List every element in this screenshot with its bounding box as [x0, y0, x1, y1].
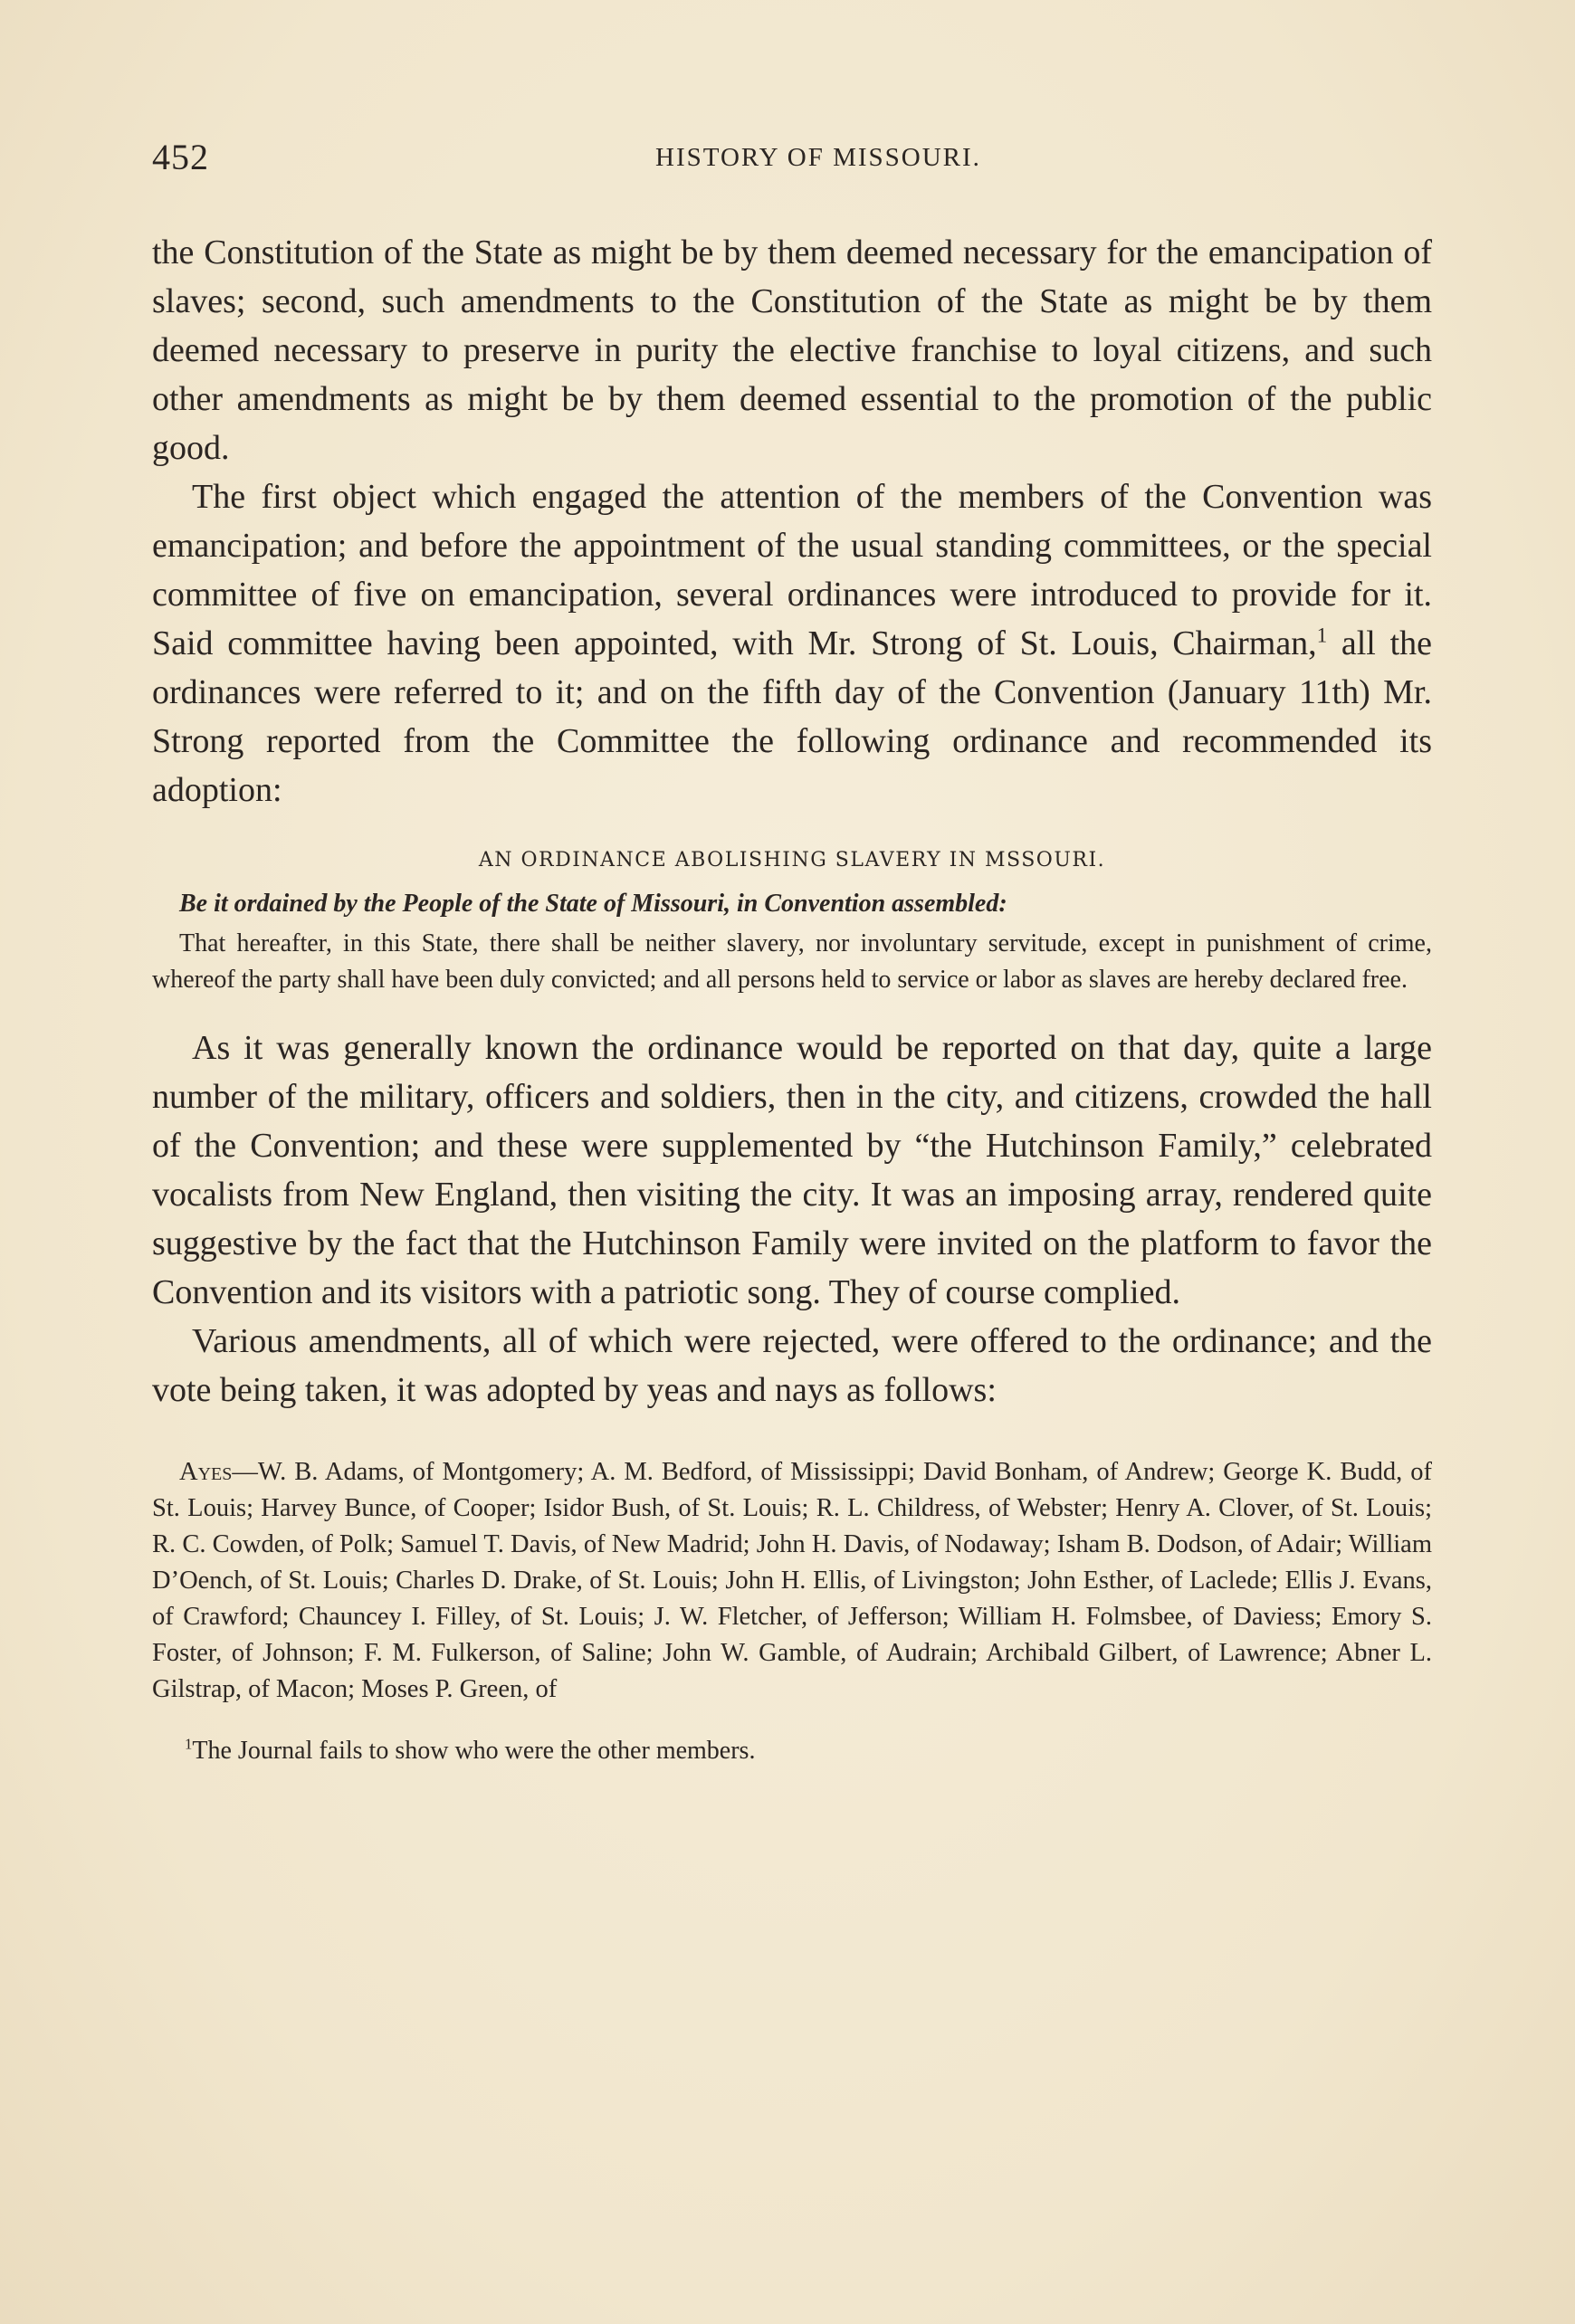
- ordinance-text: [152, 926, 1432, 998]
- page-header: [152, 136, 1430, 190]
- ayes-names: —W. B. Adams, of Montgomery; A. M. Bedford, of Mississippi; David Bonham, of Andrew; George K. Budd, of St. Louis; Harvey Bunce, of Cooper; Isidor Bush, of St. Louis; R. L. Childress, of Webster; Henry A. Clover, of St. Louis; R. C. Cowden, of Polk; Samuel T. Davis, of New Madrid; John H. Davis, of Nodaway; Isham B. Dodson, of Adair; William D’Oench, of St. Louis; Charles D. Drake, of St. Louis; John H. Ellis, of Livingston; John Esther, of Laclede; Ellis J. Evans, of Crawford; Chauncey I. Filley, of St. Louis; J. W. Fletcher, of Jefferson; William H. Folmsbee, of Daviess; Emory S. Foster, of Johnson; F. M. Fulkerson, of Saline; John W. Gamble, of Audrain; Archibald Gilbert, of Lawrence; Abner L. Gilstrap, of Macon; Moses P. Green, of: [152, 1458, 1432, 1703]
- footnote-reference: 1: [1316, 624, 1328, 647]
- page-number: 452: [152, 137, 209, 177]
- paragraph-emancipation-object: [152, 472, 1432, 814]
- ordinance-enacting-formula: Be it ordained by the People of the State of Missouri, in Convention assembled:: [179, 890, 1007, 918]
- ayes-label: Ayes: [179, 1458, 233, 1486]
- footnote: [152, 1733, 1432, 1769]
- ordinance-text-body: That hereafter, in this State, there shall be neither slavery, nor involuntary servitude, except in punishment of crime, whereof the party shall have been duly convicted; and all persons held to service or labor as slaves are hereby declared free.: [152, 929, 1432, 994]
- running-head: HISTORY OF MISSOURI.: [655, 143, 981, 172]
- page-body: [152, 228, 1432, 1769]
- narrative-after-ordinance: [152, 1024, 1432, 1414]
- paragraph-constitution-amendments: the Constitution of the State as might be by them deemed necessary for the emancipation of slaves; second, such amendments to the Constitution of the State as might be by them deemed necessary to preserve in purity the elective franchise to loyal citizens, and such other amendments as might be by them deemed essential to the promotion of the public good.: [152, 233, 1432, 467]
- footnote-marker: 1: [185, 1735, 193, 1753]
- paragraph-hutchinson-family: As it was generally known the ordinance would be reported on that day, quite a large number of the military, officers and soldiers, then in the city, and citizens, crowded the hall of the Convention; and these were supplemented by “the Hutchinson Family,” celebrated vocalists from New England, then visiting the city. It was an imposing array, rendered quite suggestive by the fact that the Hutchinson Family were invited on the platform to favor the Convention and its visitors with a patriotic song. They of course complied.: [152, 1029, 1432, 1311]
- footnote-text: The Journal fails to show who were the other members.: [192, 1737, 756, 1765]
- ayes-list: [152, 1454, 1432, 1708]
- ordinance-title: AN ORDINANCE ABOLISHING SLAVERY IN MSSOURI.: [478, 849, 1106, 872]
- paragraph-text: all the ordinances were referred to it; and on the fifth day of the Convention (January 11th) Mr. Strong reported from the Committee the following ordinance and recommended its adoption:: [152, 624, 1432, 809]
- ordinance-block: [152, 849, 1432, 998]
- paragraph-text: The first object which engaged the attention of the members of the Convention was emancipation; and before the appointment of the usual standing committees, or the special committee of five on emancipation, several ordinances were introduced to provide for it. Said committee having been appointed, with Mr. Strong of St. Louis, Chairman,: [152, 478, 1432, 662]
- paragraph-vote: Various amendments, all of which were rejected, were offered to the ordinance; and the vote being taken, it was adopted by yeas and nays as follows:: [152, 1322, 1432, 1409]
